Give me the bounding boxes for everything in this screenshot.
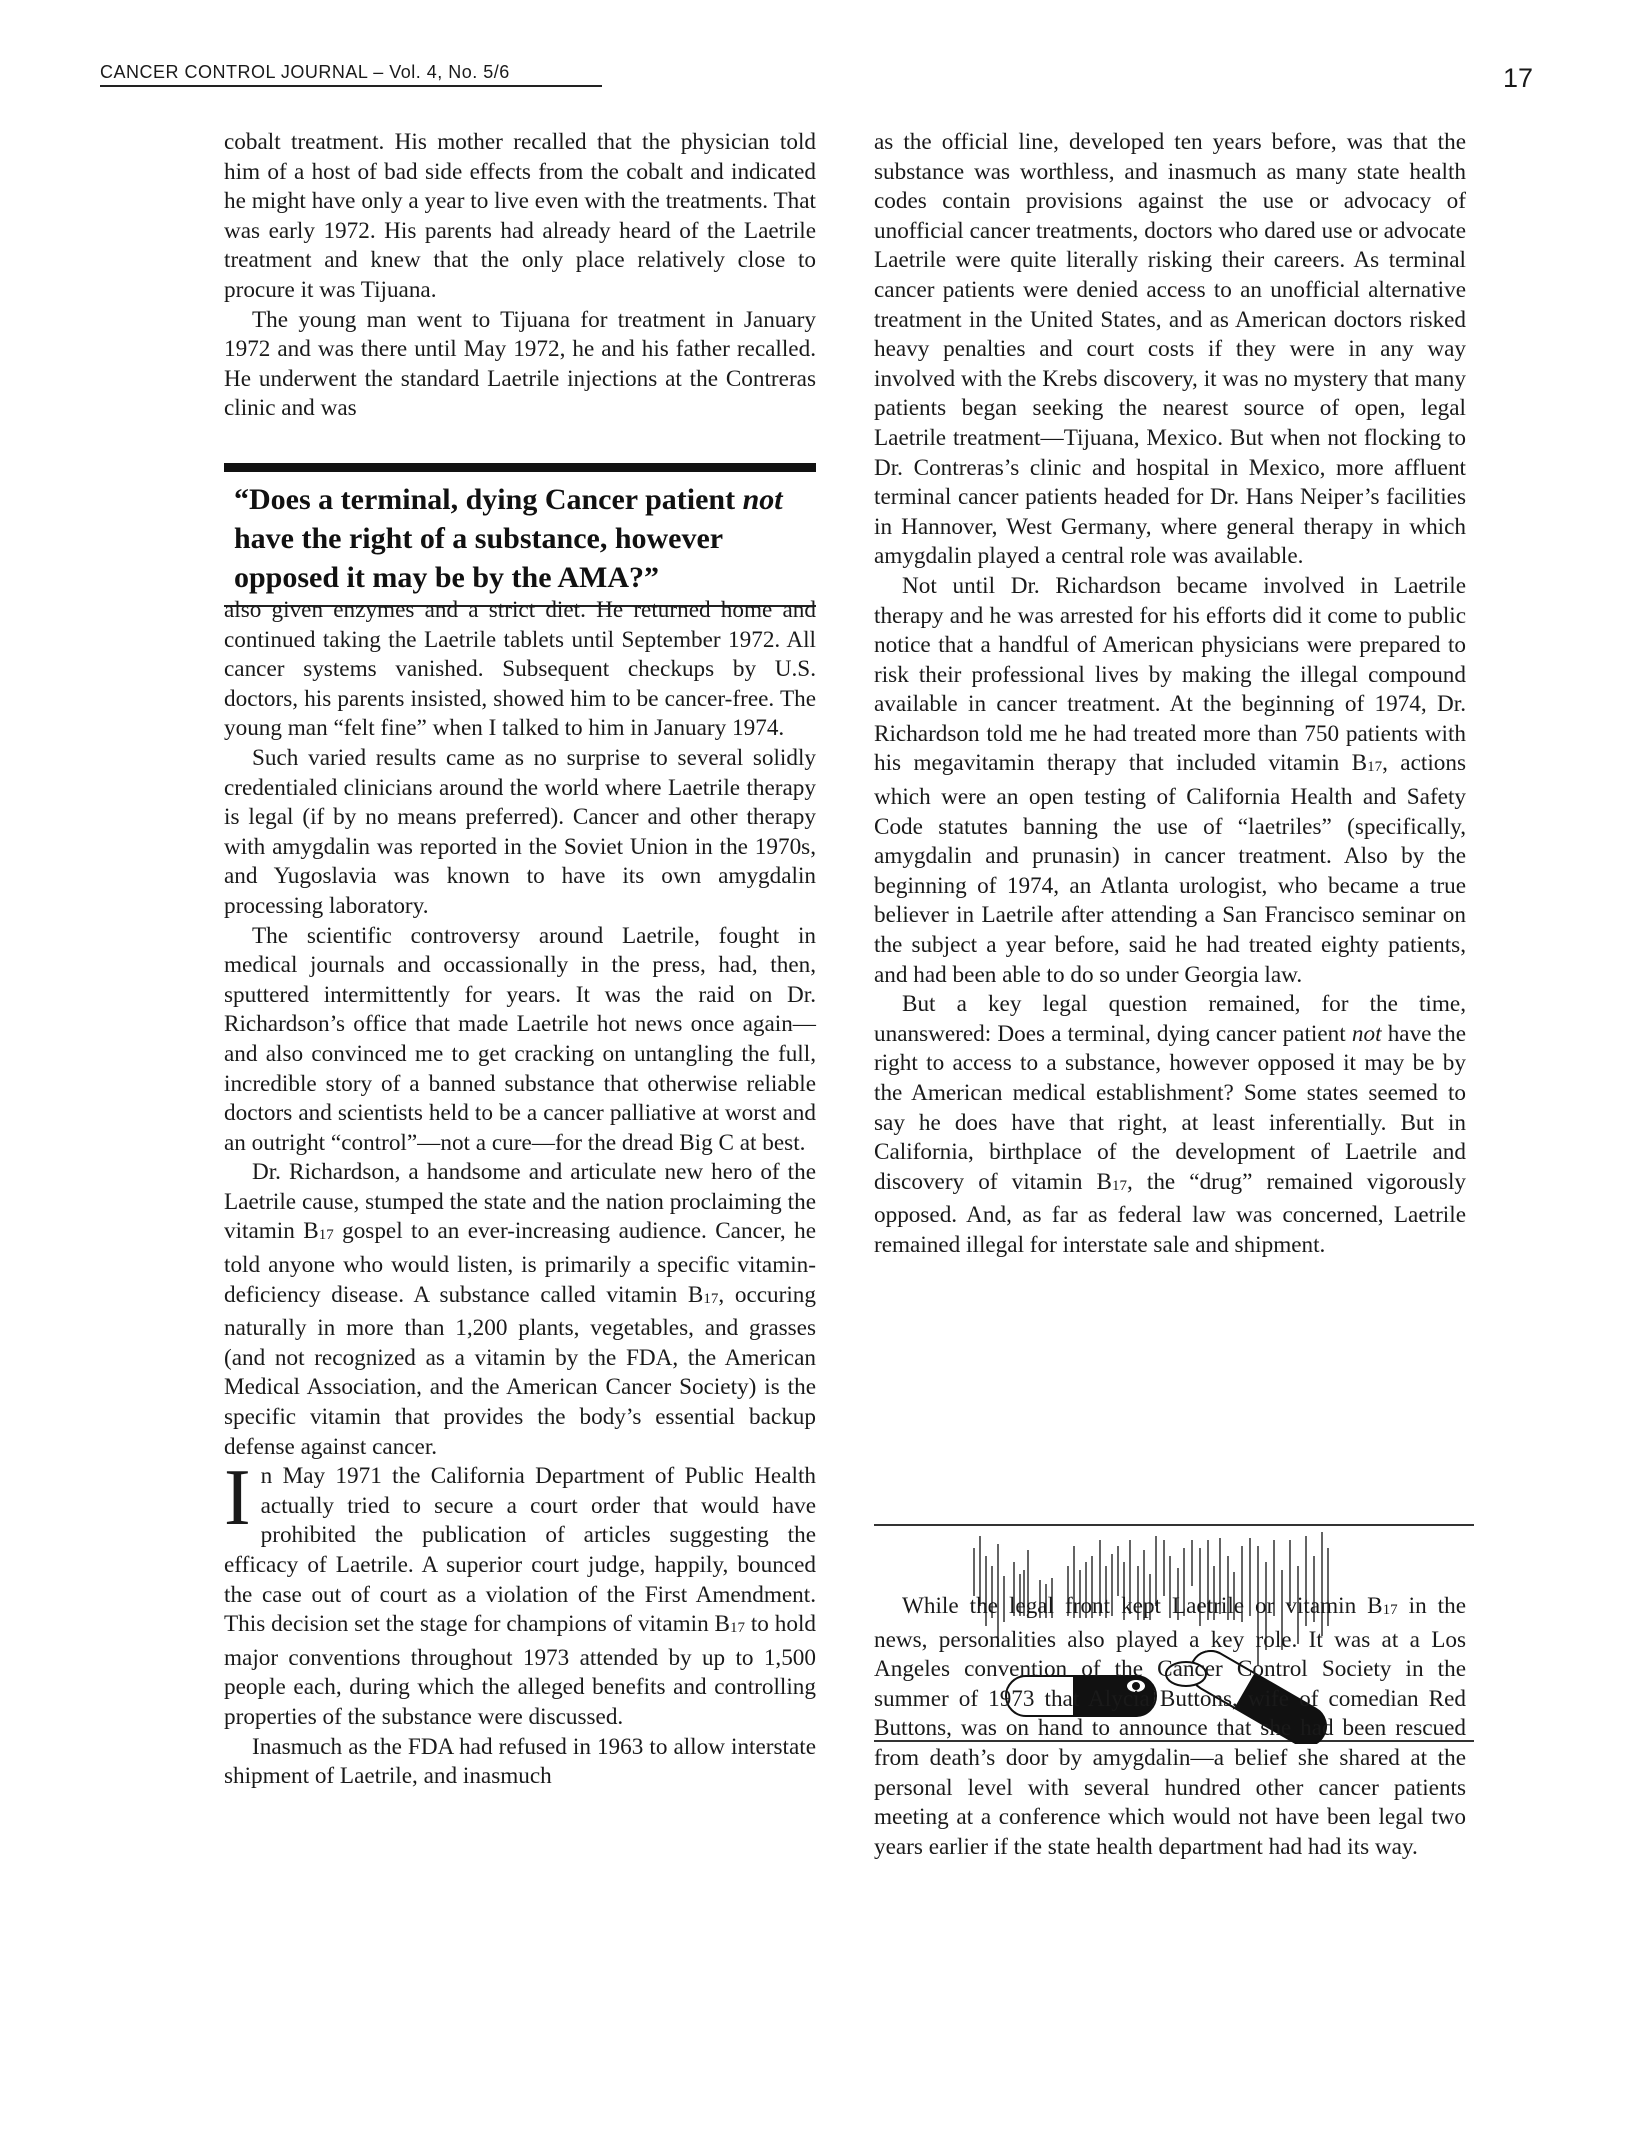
- text-run: , the “drug” remained vigorously opposed. And, as far as federal law was concerned, Laetrile remained illegal for interstate sale and shipment.: [874, 1168, 1466, 1258]
- subscript: 17: [730, 1620, 746, 1637]
- paragraph: cobalt treatment. His mother recalled that the physician told him of a host of bad side effects from the cobalt and indicated he might have only a year to live even with the treatments. That was early 1972. His parents had already heard of the Laetrile treatment and knew that the only place relatively close to procure it was Tijuana.: [224, 129, 816, 303]
- paragraph: [874, 1592, 1466, 1862]
- paragraph: Inasmuch as the FDA had refused in 1963 to allow interstate shipment of Laetrile, and inasmuch: [224, 1733, 816, 1790]
- text-run: have the right to access to a substance, however opposed it may be by the American medical establishment? Some states seemed to say he does have that right, at least inferentially. But in California, birthplace of the development of Laetrile and discovery of vitamin B: [874, 1020, 1466, 1195]
- text-run: n May 1971 the California Department of Public Health actually tried to secure a court order that would have prohibited the publication of articles suggesting the efficacy of Laetrile. A superior court judge, happily, bounced the case out of court as a violation of the First Amendment. This decision set the stage for champions of vitamin B: [224, 1463, 816, 1638]
- paragraph: [874, 990, 1466, 1260]
- subscript: 17: [1112, 1177, 1128, 1194]
- pull-quote-part: have the right of a substance, however opposed it may be by the AMA?”: [234, 522, 723, 594]
- column-2-top: [874, 128, 1466, 1261]
- paragraph: The young man went to Tijuana for treatment in January 1972 and was there until May 1972, he and his father recalled. He underwent the standard Laetrile injections at the Contreras clinic and was: [224, 306, 816, 422]
- subscript: 17: [318, 1227, 334, 1244]
- paragraph-dropcap: [224, 1454, 816, 1732]
- paragraph: [224, 1158, 816, 1462]
- running-header: CANCER CONTROL JOURNAL – Vol. 4, No. 5/6: [100, 62, 602, 87]
- pull-quote-emphasis: not: [742, 483, 783, 516]
- pull-quote: [224, 463, 816, 607]
- text-run: But a key legal question remained, for the time, unanswered: Does a terminal, dying cancer patient: [874, 991, 1466, 1047]
- text-run: gospel to an ever-increasing audience. Cancer, he told anyone who would listen, is primarily a specific vitamin-deficiency disease. A substance called vitamin B: [224, 1218, 817, 1308]
- text-run: Not until Dr. Richardson became involved in Laetrile therapy and he was arrested for his efforts did it come to public notice that a handful of American physicians were prepared to risk their professional lives by making the illegal compound available in cancer treatment. At the beginning of 1974, Dr. Richardson told me he had treated more than 750 patients with his megavitamin therapy that included vitamin B: [874, 572, 1466, 777]
- subscript: 17: [703, 1290, 719, 1307]
- column-1-bottom: [224, 596, 816, 1792]
- emphasis: not: [1351, 1020, 1382, 1047]
- subscript: 17: [1367, 759, 1383, 776]
- text-run: , actions which were an open testing of California Health and Safety Code statutes banning the use of “laetriles” (specifically, amygdalin and prunasin) in cancer treatment. Also by the beginning of 1974, an Atlanta urologist, who became a true believer in Laetrile after attending a San Francisco seminar on the subject a year before, said he had treated eighty patients, and had been able to do so under Georgia law.: [874, 750, 1466, 988]
- page-number: 17: [1503, 63, 1534, 93]
- pull-quote-text: [234, 480, 816, 597]
- text-run: in the news, personalities also played a key role. It was at a Los Angeles convention of the Cancer Control Society in the summer of 1973 that Alycia Buttons, wife of comedian Red Buttons, was on hand to announce that she had been rescued from death’s door by amygdalin—a belief she shared at the personal level with several hundred other cancer patients meeting at a conference which would not have been legal two years earlier if the state health department had had its way.: [874, 1593, 1466, 1860]
- text-run: While the legal front kept Laetrile or vitamin B: [902, 1593, 1383, 1619]
- paragraph: The scientific controversy around Laetrile, fought in medical journals and occassionally in the press, had, then, sputtered intermittently for years. It was the raid on Dr. Richardson’s office that made Laetrile hot news once again—and also convinced me to get cracking on untangling the full, incredible story of a banned substance that otherwise reliable doctors and scientists held to be a cancer palliative at worst and an outright “control”—not a cure—for the dread Big C at best.: [224, 922, 816, 1156]
- text-run: to hold major conventions throughout 1973 attended by up to 1,500 people each, during which the alleged benefits and controlling properties of the substance were discussed.: [224, 1611, 816, 1730]
- text-run: Dr. Richardson, a handsome and articulate new hero of the Laetrile cause, stumped the state and the nation proclaiming the vitamin B: [224, 1159, 816, 1245]
- paragraph: also given enzymes and a strict diet. He returned home and continued taking the Laetrile tablets until September 1972. All cancer systems vanished. Subsequent checkups by U.S. doctors, his parents insisted, showed him to be cancer-free. The young man “felt fine” when I talked to him in January 1974.: [224, 597, 816, 742]
- text-run: , occuring naturally in more than 1,200 plants, vegetables, and grasses (and not recognized as a vitamin by the FDA, the American Medical Association, and the American Cancer Society) is the specific vitamin that provides the body’s essential backup defense against cancer.: [224, 1281, 816, 1460]
- paragraph: as the official line, developed ten years before, was that the substance was worthless, and inasmuch as many state health codes contain provisions against the use or advocacy of unofficial cancer treatments, doctors who dared use or advocate Laetrile were quite literally risking their careers. As terminal cancer patients were denied access to an unofficial alternative treatment in the United States, and as American doctors risked heavy penalties and court costs if they were in any way involved with the Krebs discovery, it was no mystery that many patients began seeking the nearest source of open, legal Laetrile treatment—Tijuana, Mexico. But when not flocking to Dr. Contreras’s clinic and hospital in Mexico, more affluent terminal cancer patients headed for Dr. Hans Neiper’s facilities in Hannover, West Germany, where general therapy in which amygdalin played a central role was available.: [874, 129, 1466, 570]
- column-2-bottom: [874, 1592, 1466, 1862]
- paragraph: Such varied results came as no surprise to several solidly credentialed clinicians around the world where Laetrile therapy is legal (if by no means preferred). Cancer and other therapy with amygdalin was reported in the Soviet Union in the 1970s, and Yugoslavia was known to have its own amygdalin processing laboratory.: [224, 744, 816, 919]
- drop-cap: I: [224, 1454, 251, 1543]
- pull-quote-part: “Does a terminal, dying Cancer patient: [234, 483, 743, 516]
- paragraph: [874, 572, 1466, 990]
- column-1-top: [224, 128, 816, 424]
- subscript: 17: [1382, 1602, 1398, 1618]
